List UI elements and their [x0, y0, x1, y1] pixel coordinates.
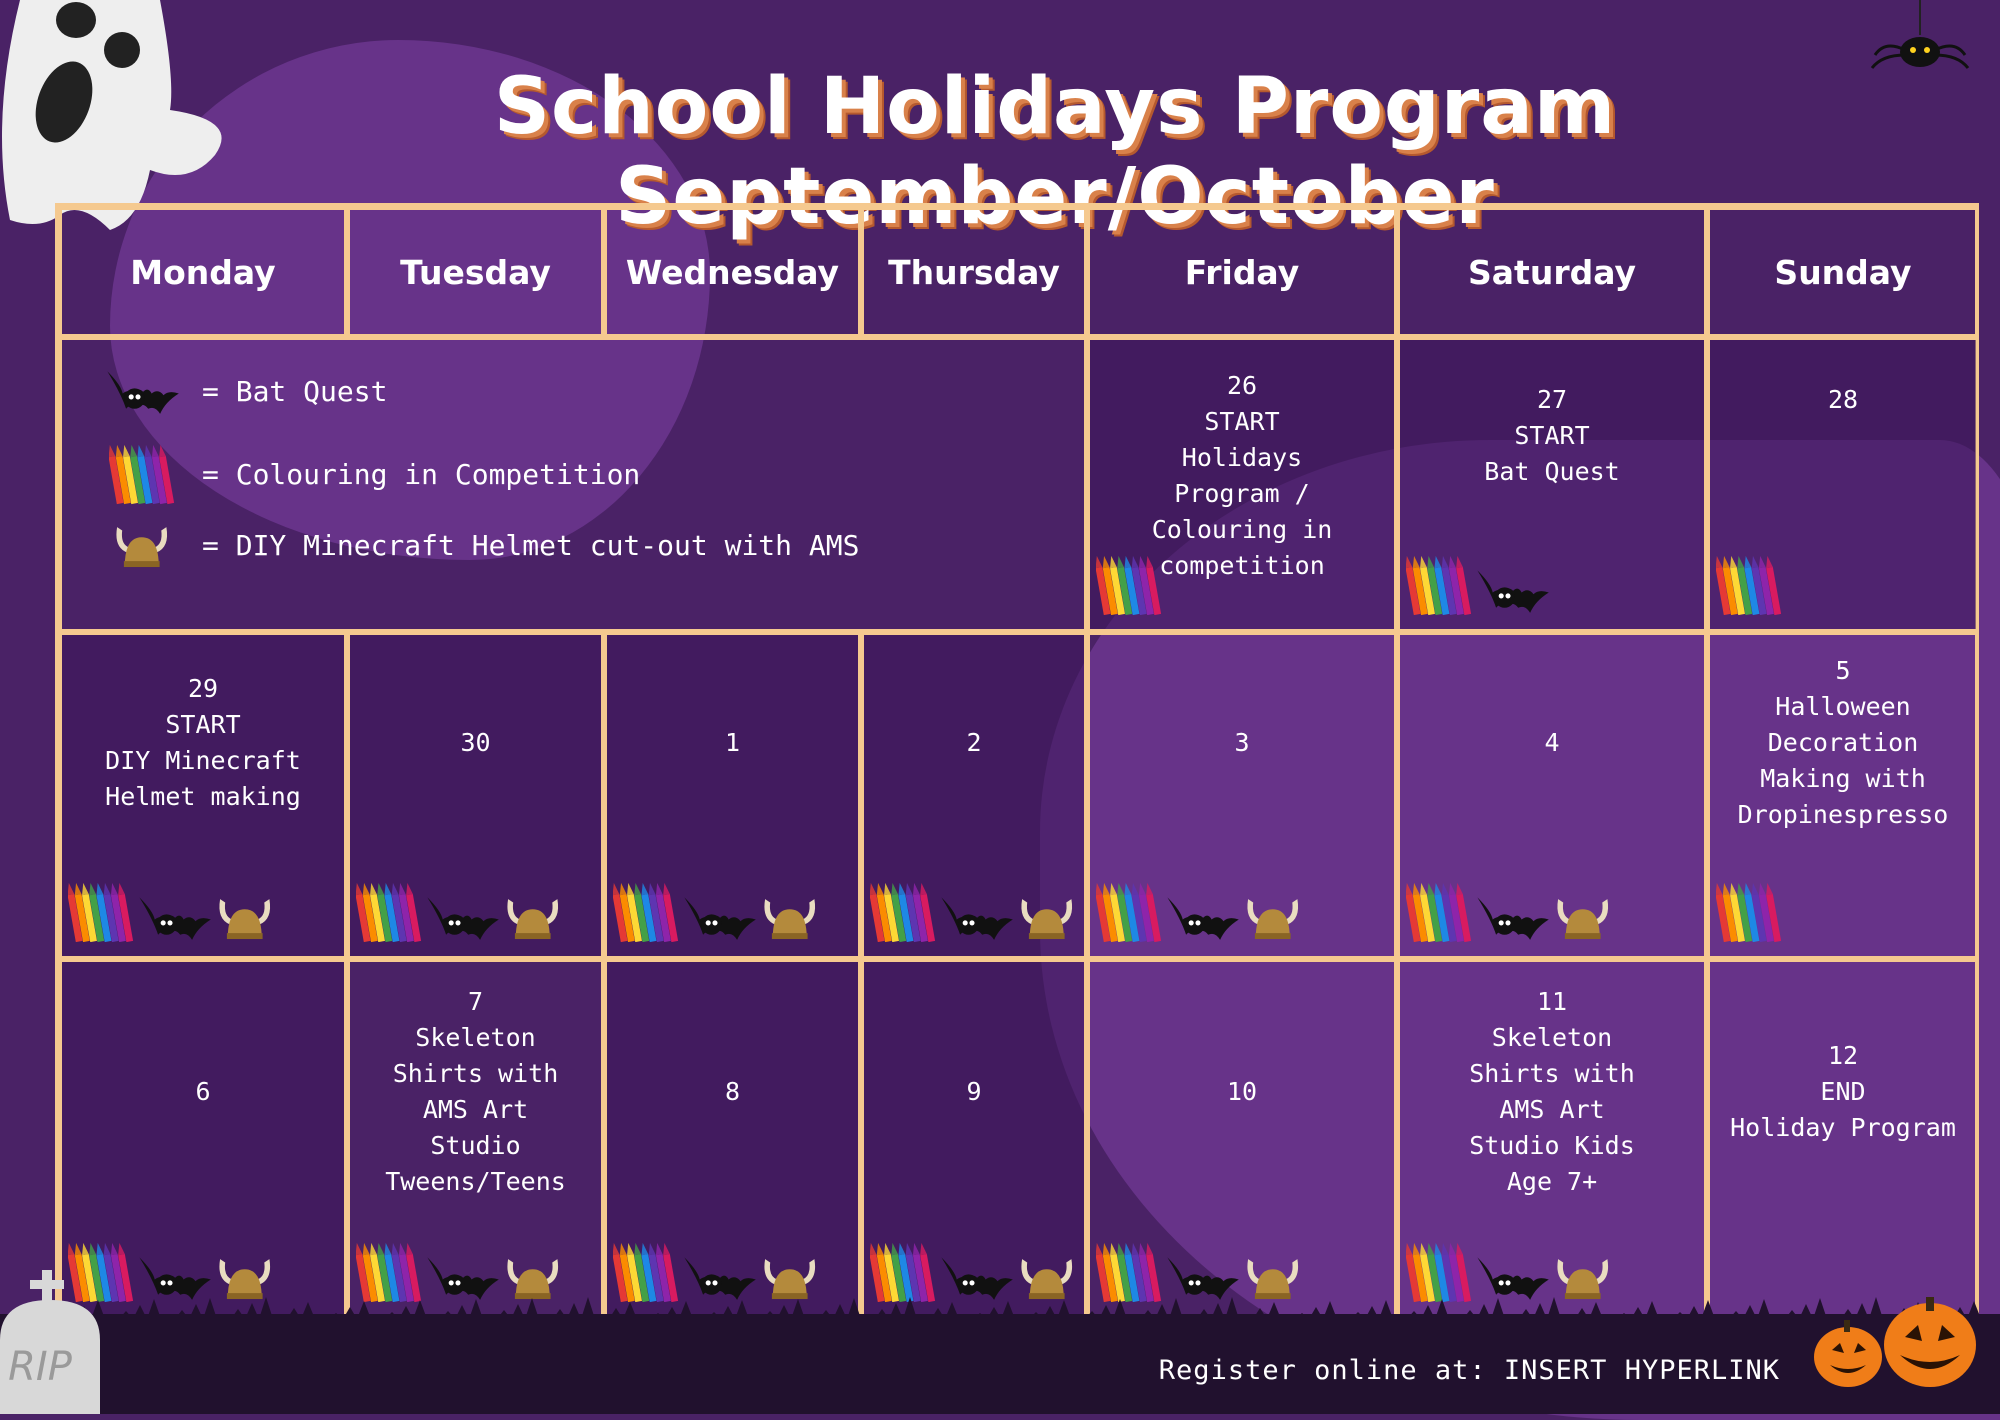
helmet-icon [215, 894, 275, 952]
pencils-icon [870, 883, 936, 953]
day-cell-text: 5 Halloween Decoration Making with Dropinespresso [1737, 656, 1949, 829]
pencils-icon [613, 883, 679, 953]
day-header-wednesday: Wednesday [604, 207, 861, 337]
legend-item-helmet [92, 522, 859, 570]
activity-icons [1716, 883, 1782, 953]
helmet-icon [1553, 894, 1613, 952]
day-cell-text: 9 [966, 1077, 982, 1106]
day-cell-text: 1 [724, 728, 741, 757]
day-cell-text: 11 Skeleton Shirts with AMS Art Studio Kids Age 7+ [1469, 987, 1635, 1196]
day-cell [1087, 632, 1397, 959]
day-cell [347, 959, 604, 1319]
activity-icons [870, 883, 1076, 953]
day-cell [1707, 337, 1979, 632]
day-cell-text: 8 [724, 1077, 741, 1106]
pencils-icon [68, 883, 134, 953]
tombstone-icon [0, 1270, 110, 1414]
legend-label: = DIY Minecraft Helmet cut-out with AMS [202, 529, 860, 563]
register-footer: Register online at: INSERT HYPERLINK [1158, 1355, 1780, 1386]
legend-label: = Bat Quest [202, 375, 388, 409]
pencils-icon [1096, 556, 1162, 626]
legend-label: = Colouring in Competition [202, 458, 641, 492]
day-cell-text: 12 END Holiday Program [1730, 1041, 1956, 1142]
bat-icon [681, 894, 758, 952]
bat-icon [1474, 894, 1551, 952]
activity-icons [68, 883, 274, 953]
bat-icon [92, 368, 192, 416]
day-cell-text: 7 Skeleton Shirts with AMS Art Studio Tweens/Teens [385, 987, 566, 1196]
day-cell-text: 26 START Holidays Program / Colouring in competition [1151, 371, 1333, 580]
day-cell-text: 6 [195, 1077, 211, 1106]
day-cell-text: 30 [460, 728, 491, 757]
day-cell-text: 28 [1827, 385, 1859, 414]
pumpkins-icon [1810, 1295, 1990, 1405]
calendar-grid [55, 203, 1979, 1319]
day-cell [1087, 959, 1397, 1319]
day-cell [604, 632, 861, 959]
pencils-icon [1096, 883, 1162, 953]
day-cell [861, 959, 1087, 1319]
pencils-icon [1406, 556, 1472, 626]
day-cell [604, 959, 861, 1319]
helmet-icon [503, 894, 563, 952]
bat-icon [938, 894, 1015, 952]
bat-icon [1474, 567, 1551, 625]
pencils-icon [1406, 883, 1472, 953]
activity-icons [356, 883, 562, 953]
helmet-icon [1243, 894, 1303, 952]
day-cell-text: 10 [1226, 1077, 1258, 1106]
activity-icons [613, 883, 819, 953]
day-cell-text: 3 [1234, 728, 1250, 757]
day-cell [1707, 632, 1979, 959]
day-header-sunday: Sunday [1707, 207, 1979, 337]
helmet-icon [1017, 894, 1077, 952]
day-header-friday: Friday [1087, 207, 1397, 337]
bat-icon [136, 894, 213, 952]
day-cell [1397, 337, 1707, 632]
activity-icons [1406, 883, 1612, 953]
day-header-thursday: Thursday [861, 207, 1087, 337]
day-cell [1087, 337, 1397, 632]
helmet-icon [760, 894, 820, 952]
activity-icons [1096, 556, 1162, 626]
bat-icon [424, 894, 501, 952]
day-cell [1397, 959, 1707, 1319]
day-cell [861, 632, 1087, 959]
page-title: School Holidays Program September/October [493, 62, 1617, 242]
legend [59, 337, 1087, 632]
day-cell [59, 959, 347, 1319]
day-cell [59, 632, 347, 959]
day-cell [1397, 632, 1707, 959]
day-header-monday: Monday [59, 207, 347, 337]
pencils-icon [1716, 883, 1782, 953]
legend-item-bat [92, 368, 387, 416]
pencils-icon [1716, 556, 1782, 626]
activity-icons [1716, 556, 1782, 626]
activity-icons [1406, 556, 1551, 626]
day-header-saturday: Saturday [1397, 207, 1707, 337]
day-cell-text: 29 START DIY Minecraft Helmet making [105, 674, 301, 811]
day-cell [1707, 959, 1979, 1319]
day-header-tuesday: Tuesday [347, 207, 604, 337]
tombstone-text: RIP [8, 1344, 72, 1390]
helmet-icon [92, 522, 192, 570]
day-cell-text: 27 START Bat Quest [1484, 385, 1620, 486]
day-cell [347, 632, 604, 959]
pencils-icon [356, 883, 422, 953]
bat-icon [1164, 894, 1241, 952]
activity-icons [1096, 883, 1302, 953]
day-cell-text: 4 [1544, 728, 1560, 757]
day-cell-text: 2 [966, 728, 982, 757]
pencils-icon [92, 445, 192, 505]
legend-item-pencils [92, 445, 640, 505]
